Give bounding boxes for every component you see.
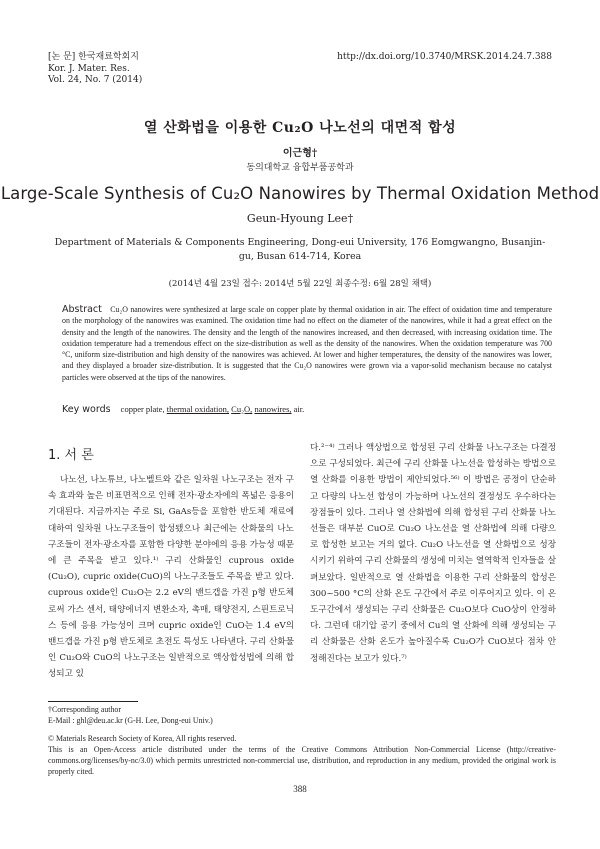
body-column-left	[48, 472, 294, 683]
section-heading-introduction: 1. 서 론	[48, 448, 94, 463]
english-affiliation: Department of Materials & Components Engineering, Dong-eui University, 176 Eomgwangno, Busanjin-gu, Busan 614-714, Korea	[54, 237, 546, 262]
abstract-text: Cu₂O nanowires were synthesized at large scale on copper plate by thermal oxidation in air. The effect of oxidation time and temperature on the morphology of the nanowires was examined. The oxidation time had no effect on the diameter of the nanowires, while it had a great effect on the density and the length of the nanowires. The density and the length of the nanowires increased, and then decreased, with increasing oxidation time. The oxidation temperature had a tremendous effect on the size-distribution as well as the density of the nanowires. When the oxidation temperature was 700 °C, uniform size-distribution and high density of the nanowires was achieved. At lower and higher temperatures, the density of the nanowires was lower, and they displayed a broader size-distribution. It is suggested that the Cu₂O nanowires were grown via a vapor-solid mechanism because no catalyst particles were observed at the tips of the nanowires.	[62, 305, 552, 382]
keyword-item: air.	[293, 404, 305, 414]
body-column-right	[310, 440, 556, 667]
keyword-item: copper plate,	[120, 404, 165, 414]
keywords-label: Key words	[62, 404, 111, 415]
english-author: Geun-Hyoung Lee†	[246, 212, 354, 225]
korean-title: 열 산화법을 이용한 Cu₂O 나노선의 대면적 합성	[143, 120, 457, 136]
body-paragraph: 다.²⁻⁴⁾ 그러나 액상법으로 합성된 구리 산화물 나노구조는 다결정으로 구성되었다. 최근에 구리 산화물 나노선을 합성하는 방법으로 열 산화를 이용한 방법이 제안되었다.⁵⁶⁾ 이 방법은 공정이 단순하고 다량의 나노선 합성이 가능하며 나노선의 결정성도 우수하다는 장점들이 있다. 그러나 열 산화법에 의해 합성된 구리 산화물 나노선들은 대부분 CuO로 Cu₂O 나노선을 열 산화법에 의해 다량으로 합성한 보고는 거의 없다. Cu₂O 나노선을 열 산화법으로 성장시키기 위하여 구리 산화물의 생성에 미치는 열역학적 인자들을 살펴보았다. 일반적으로 열 산화법을 이용한 구리 산화물의 합성은 300~500 °C의 산화 온도 구간에서 주로 이루어지고 있다. 이 온도구간에서 생성되는 구리 산화물은 Cu₂O보다 CuO상이 안정하다. 그런데 대기압 공기 중에서 Cu의 열 산화에 의해 생성되는 구리 산화물은 산화 온도가 높아질수록 Cu₂O가 CuO보다 점차 안정해진다는 보고가 있다.⁷⁾	[310, 443, 556, 664]
received-dates: (2014년 4월 23일 접수: 2014년 5월 22일 최종수정: 6월 28일 채택)	[168, 279, 432, 289]
footnotes	[48, 704, 556, 778]
korean-author: 이근형†	[282, 148, 318, 159]
abstract	[62, 304, 552, 383]
journal-name: [논 문] 한국재료학회지	[48, 52, 139, 62]
keyword-link[interactable]: nanowires,	[254, 404, 292, 414]
english-title: Large-Scale Synthesis of Cu₂O Nanowires by Thermal Oxidation Method	[0, 184, 600, 203]
keyword-link[interactable]: Cu₂O,	[231, 404, 253, 414]
body-paragraph: 나노선, 나노튜브, 나노벨트와 같은 일차원 나노구조는 전자 구속 효과와 높은 비표면적으로 인해 전자·광소자에의 폭넓은 응용이 기대된다. 지금까지는 주로 Si, GaAs등을 포함한 반도체 재료에 대하여 일차원 나노구조들이 합성됐으나 최근에는 산화물의 나노구조들이 전자·광소자를 포함한 다양한 분야에의 응용 가능성 때문에 큰 주목을 받고 있다.¹⁾ 구리 산화물인 cuprous oxide (Cu₂O), cupric oxide(CuO)의 나노구조들도 주목을 받고 있다. cuprous oxide인 Cu₂O는 2.2 eV의 밴드갭을 가진 p형 반도체로써 가스 센서, 태양에너지 변환소자, 촉매, 태양전지, 스핀트로닉스 등에 응용 가능성이 크며 cupric oxide인 CuO는 1.4 eV의 밴드갭을 가진 p형 반도체로 초전도 특성도 나타낸다. 구리 산화물인 Cu₂O와 CuO의 나노구조는 일반적으로 액상합성법에 의해 합성되고 있	[48, 475, 294, 680]
journal-volume: Vol. 24, No. 7 (2014)	[48, 75, 143, 85]
license-note: This is an Open-Access article distributed under the terms of the Creative Commons Attribution Non-Commercial License (http://creative-commons.org/licenses/by-nc/3.0) which permits unrestricted non-commercial use, distribution, and reproduction in any medium, provided the original work is properly cited.	[48, 744, 556, 777]
doi-link[interactable]: http://dx.doi.org/10.3740/MRSK.2014.24.7.388	[337, 52, 552, 62]
journal-meta	[48, 52, 142, 87]
corresponding-author-note: †Corresponding author	[48, 705, 121, 714]
page-number: 388	[293, 784, 307, 794]
korean-affiliation: 동의대학교 융합부품공학과	[246, 163, 354, 173]
keywords	[62, 404, 552, 415]
copyright-note: © Materials Research Society of Korea, All rights reserved.	[48, 733, 237, 743]
footnote-divider	[48, 701, 138, 702]
journal-abbrev: Kor. J. Mater. Res.	[48, 63, 130, 74]
abstract-label: Abstract	[62, 304, 102, 315]
keyword-link[interactable]: thermal oxidation,	[166, 404, 230, 414]
email-note: E-Mail : ghl@deu.ac.kr (G-H. Lee, Dong-eui Univ.)	[48, 716, 213, 726]
